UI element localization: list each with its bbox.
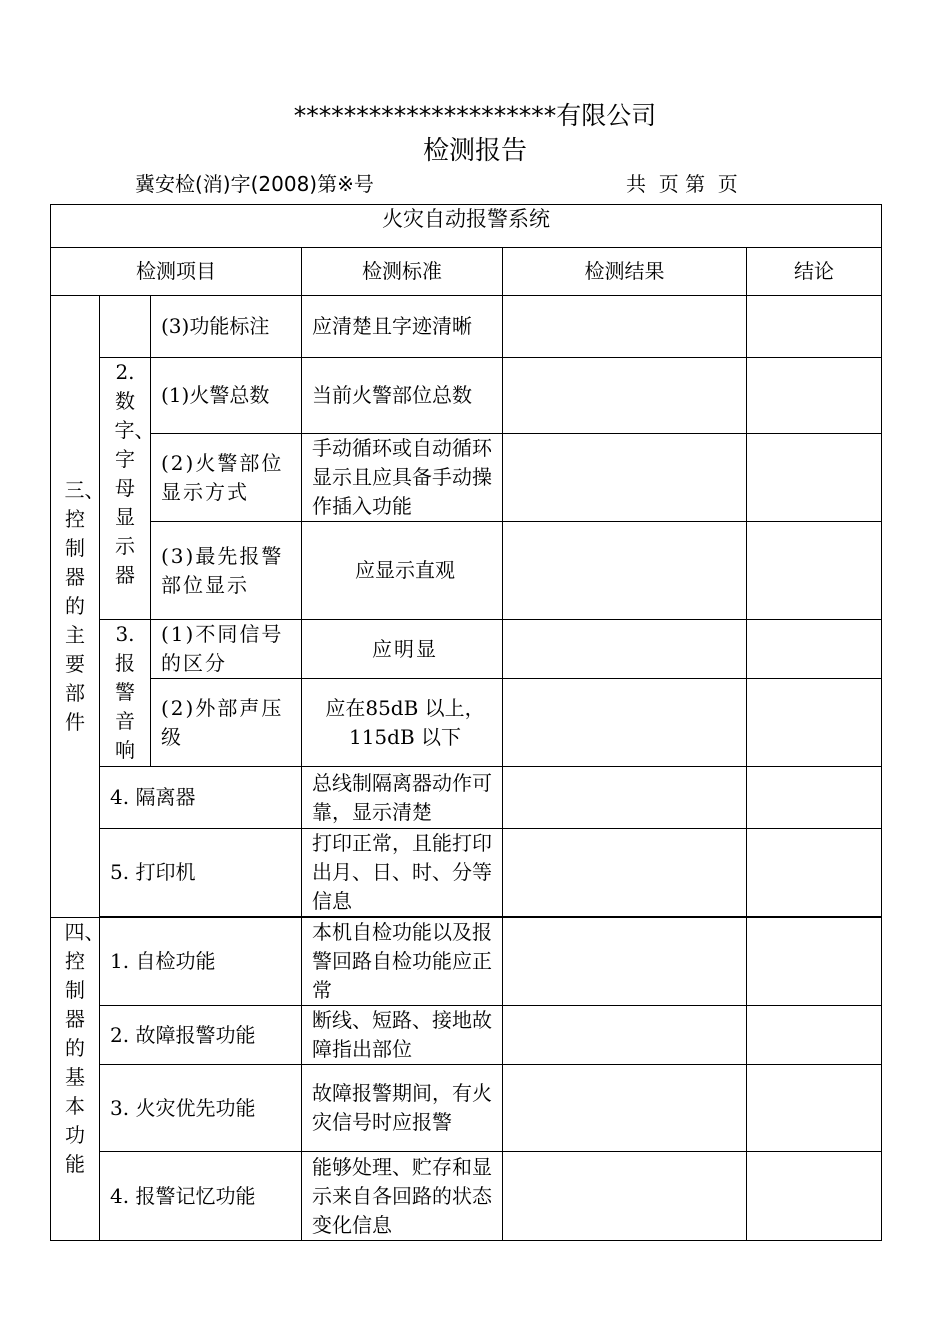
result-cell[interactable] <box>503 620 747 679</box>
result-cell[interactable] <box>503 918 747 1006</box>
subgroup-label-alarm-sound: 3.报警音响 <box>100 620 151 767</box>
conclusion-cell[interactable] <box>747 296 882 358</box>
standard-cell: 当前火警部位总数 <box>302 358 503 434</box>
result-cell[interactable] <box>503 1152 747 1241</box>
result-cell[interactable] <box>503 522 747 620</box>
item-cell: 5. 打印机 <box>100 829 302 917</box>
column-header-conclusion: 结论 <box>747 248 882 296</box>
conclusion-cell[interactable] <box>747 358 882 434</box>
conclusion-cell[interactable] <box>747 522 882 620</box>
column-header-item: 检测项目 <box>51 248 302 296</box>
result-cell[interactable] <box>503 829 747 917</box>
item-cell: 4. 报警记忆功能 <box>100 1152 302 1241</box>
blank-subgroup-cell <box>100 296 151 358</box>
inspection-table <box>50 204 882 1241</box>
conclusion-cell[interactable] <box>747 767 882 829</box>
conclusion-cell[interactable] <box>747 620 882 679</box>
standard-cell: 断线、短路、接地故障指出部位 <box>302 1006 503 1065</box>
result-cell[interactable] <box>503 1006 747 1065</box>
item-cell: (1)火警总数 <box>151 358 302 434</box>
standard-cell: 故障报警期间，有火灾信号时应报警 <box>302 1065 503 1152</box>
conclusion-cell[interactable] <box>747 1006 882 1065</box>
conclusion-cell[interactable] <box>747 829 882 917</box>
result-cell[interactable] <box>503 358 747 434</box>
result-cell[interactable] <box>503 767 747 829</box>
result-cell[interactable] <box>503 434 747 522</box>
conclusion-cell[interactable] <box>747 434 882 522</box>
standard-cell: 应显示直观 <box>302 522 503 620</box>
company-name: *********************有限公司 <box>293 101 657 130</box>
report-title: 检测报告 <box>422 136 527 166</box>
item-cell: (3)最先报警部位显示 <box>151 522 302 620</box>
conclusion-cell[interactable] <box>747 918 882 1006</box>
document-number: 冀安检(消)字(2008)第※号 <box>135 172 374 196</box>
item-cell: 3. 火灾优先功能 <box>100 1065 302 1152</box>
item-cell: (3)功能标注 <box>151 296 302 358</box>
standard-cell: 应在85dB 以上，115dB 以下 <box>302 679 503 767</box>
item-cell: (2)火警部位显示方式 <box>151 434 302 522</box>
group-label-basic-functions: 四、控制器的基本功能 <box>51 918 100 1241</box>
result-cell[interactable] <box>503 679 747 767</box>
system-title: 火灾自动报警系统 <box>51 205 882 248</box>
result-cell[interactable] <box>503 1065 747 1152</box>
standard-cell: 打印正常，且能打印出月、日、时、分等信息 <box>302 829 503 917</box>
standard-cell: 总线制隔离器动作可靠，显示清楚 <box>302 767 503 829</box>
standard-cell: 手动循环或自动循环显示且应具备手动操作插入功能 <box>302 434 503 522</box>
conclusion-cell[interactable] <box>747 679 882 767</box>
item-cell: 1. 自检功能 <box>100 918 302 1006</box>
item-cell: 4. 隔离器 <box>100 767 302 829</box>
conclusion-cell[interactable] <box>747 1065 882 1152</box>
conclusion-cell[interactable] <box>747 1152 882 1241</box>
subgroup-label-display: 2.数字、字母显示器 <box>100 358 151 620</box>
standard-cell: 能够处理、贮存和显示来自各回路的状态变化信息 <box>302 1152 503 1241</box>
item-cell: 2. 故障报警功能 <box>100 1006 302 1065</box>
group-label-main-components: 三、控制器的主要部件 <box>51 296 100 918</box>
column-header-standard: 检测标准 <box>302 248 503 296</box>
item-cell: (2)外部声压级 <box>151 679 302 767</box>
standard-cell: 应清楚且字迹清晰 <box>302 296 503 358</box>
item-cell: (1)不同信号的区分 <box>151 620 302 679</box>
standard-cell: 应明显 <box>302 620 503 679</box>
standard-cell: 本机自检功能以及报警回路自检功能应正常 <box>302 918 503 1006</box>
result-cell[interactable] <box>503 296 747 358</box>
column-header-result: 检测结果 <box>503 248 747 296</box>
page-info: 共 页 第 页 <box>626 172 738 196</box>
